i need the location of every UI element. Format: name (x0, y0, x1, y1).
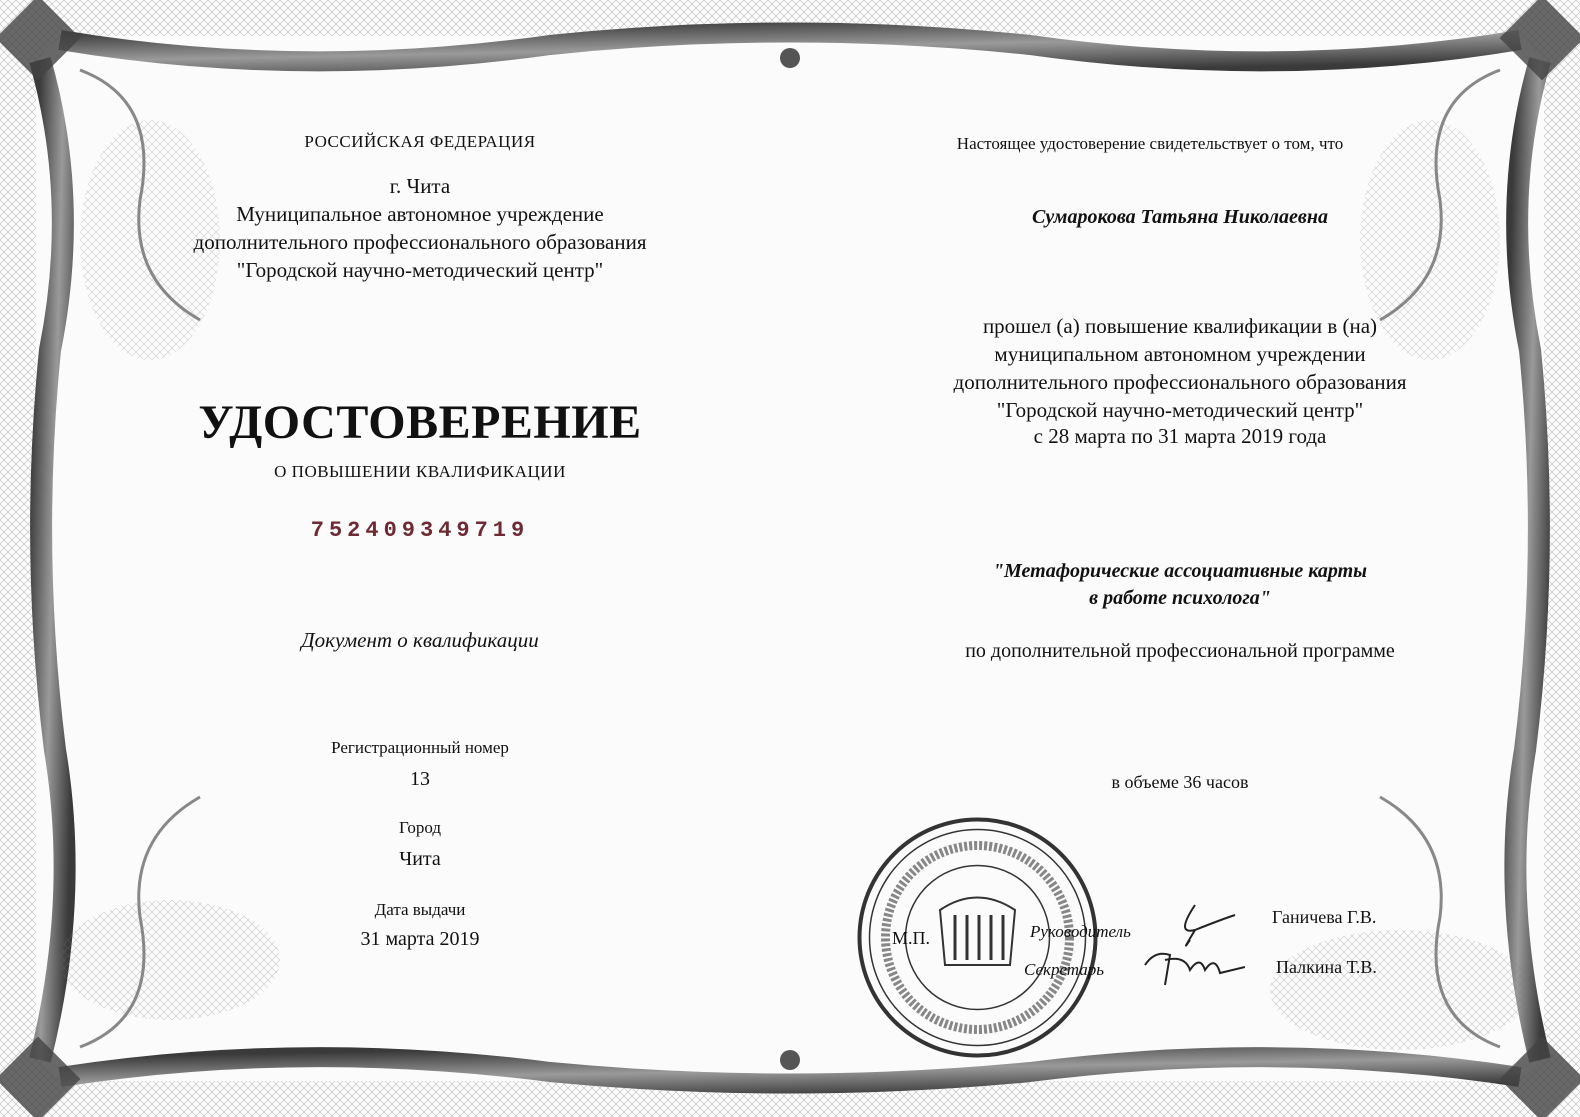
reg-number: 13 (410, 768, 430, 790)
seal-label: М.П. (892, 928, 931, 948)
city-label: Город (399, 818, 441, 837)
secretary-name: Палкина Т.В. (1276, 957, 1377, 977)
city-line: г. Чита (389, 174, 451, 198)
body-line: муниципальном автономном учреждении (994, 342, 1366, 366)
document-subtitle: О ПОВЫШЕНИИ КВАЛИФИКАЦИИ (274, 462, 566, 481)
secretary-label: Секретарь (1024, 960, 1104, 979)
reg-number-label: Регистрационный номер (331, 738, 509, 757)
head-label: Руководитель (1030, 922, 1131, 941)
program-title: "Метафорические ассоциативные карты (992, 560, 1368, 582)
recipient-name: Сумарокова Татьяна Николаевна (1032, 206, 1328, 228)
intro-text: Настоящее удостоверение свидетельствует о том, что (956, 134, 1344, 153)
country-heading: РОССИЙСКАЯ ФЕДЕРАЦИЯ (304, 132, 536, 151)
document-title: УДОСТОВЕРЕНИЕ (198, 396, 642, 449)
body-line: "Городской научно-методический центр" (996, 398, 1364, 422)
city-value: Чита (399, 848, 441, 870)
program-title: в работе психолога" (1089, 587, 1271, 609)
issue-date-label: Дата выдачи (374, 900, 466, 919)
program-label: по дополнительной профессиональной программе (965, 640, 1395, 662)
document-type: Документ о квалификации (301, 628, 539, 652)
org-line: Муниципальное автономное учреждение (236, 202, 604, 226)
org-line: "Городской научно-методический центр" (236, 258, 604, 282)
course-dates: с 28 марта по 31 марта 2019 года (1033, 424, 1327, 448)
body-line: прошел (а) повышение квалификации в (на) (982, 314, 1378, 338)
head-name: Ганичева Г.В. (1272, 907, 1377, 927)
serial-number: 752409349719 (310, 518, 530, 543)
org-line: дополнительного профессионального образования (193, 230, 647, 254)
body-line: дополнительного профессионального образования (953, 370, 1407, 394)
signatures (1135, 895, 1245, 995)
issue-date: 31 марта 2019 (360, 928, 480, 950)
hours: в объеме 36 часов (1111, 772, 1249, 792)
